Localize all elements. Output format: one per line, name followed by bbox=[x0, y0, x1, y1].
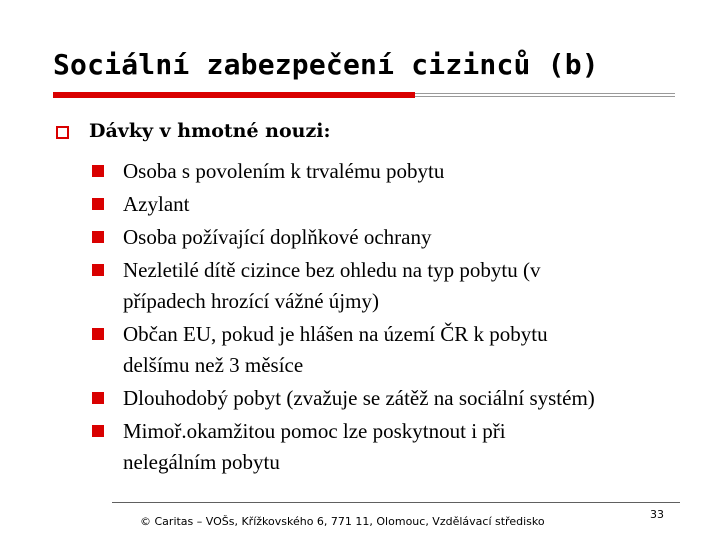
sub-bullet-item bbox=[92, 416, 682, 478]
hollow-square-bullet-icon bbox=[56, 126, 69, 139]
sub-bullet-item bbox=[92, 319, 682, 381]
sub-bullet-list bbox=[92, 156, 682, 480]
filled-square-bullet-icon bbox=[92, 425, 104, 437]
filled-square-bullet-icon bbox=[92, 198, 104, 210]
sub-bullet-item bbox=[92, 156, 682, 187]
sub-bullet-text-continuation: případech hrozící vážné újmy) bbox=[123, 289, 379, 313]
level1-bullet-text: Dávky v hmotné nouzi: bbox=[89, 120, 331, 142]
sub-bullet-item bbox=[92, 383, 682, 414]
sub-bullet-item bbox=[92, 255, 682, 317]
level1-bullet-item bbox=[56, 120, 676, 150]
sub-bullet-text: Občan EU, pokud je hlášen na území ČR k pobytu bbox=[123, 322, 548, 346]
sub-bullet-text: Osoba požívající doplňkové ochrany bbox=[123, 225, 432, 249]
sub-bullet-text: Osoba s povolením k trvalému pobytu bbox=[123, 159, 445, 183]
footer-copyright: © Caritas – VOŠs, Křížkovského 6, 771 11, Olomouc, Vzdělávací středisko bbox=[140, 515, 545, 528]
filled-square-bullet-icon bbox=[92, 231, 104, 243]
filled-square-bullet-icon bbox=[92, 165, 104, 177]
page-number: 33 bbox=[650, 508, 664, 521]
sub-bullet-text-continuation: nelegálním pobytu bbox=[123, 450, 280, 474]
title-underline-thin bbox=[415, 93, 675, 94]
sub-bullet-text-continuation: delšímu než 3 měsíce bbox=[123, 353, 304, 377]
filled-square-bullet-icon bbox=[92, 392, 104, 404]
sub-bullet-item bbox=[92, 189, 682, 220]
sub-bullet-text: Nezletilé dítě cizince bez ohledu na typ pobytu (v bbox=[123, 258, 541, 282]
filled-square-bullet-icon bbox=[92, 264, 104, 276]
footer-divider bbox=[112, 502, 680, 503]
sub-bullet-text: Dlouhodobý pobyt (zvažuje se zátěž na sociální systém) bbox=[123, 386, 595, 410]
sub-bullet-item bbox=[92, 222, 682, 253]
filled-square-bullet-icon bbox=[92, 328, 104, 340]
title-underline-thin-second bbox=[415, 96, 675, 97]
sub-bullet-text: Azylant bbox=[123, 192, 190, 216]
title-underline-accent bbox=[53, 92, 415, 98]
slide-title: Sociální zabezpečení cizinců (b) bbox=[53, 48, 599, 81]
sub-bullet-text: Mimoř.okamžitou pomoc lze poskytnout i při bbox=[123, 419, 506, 443]
